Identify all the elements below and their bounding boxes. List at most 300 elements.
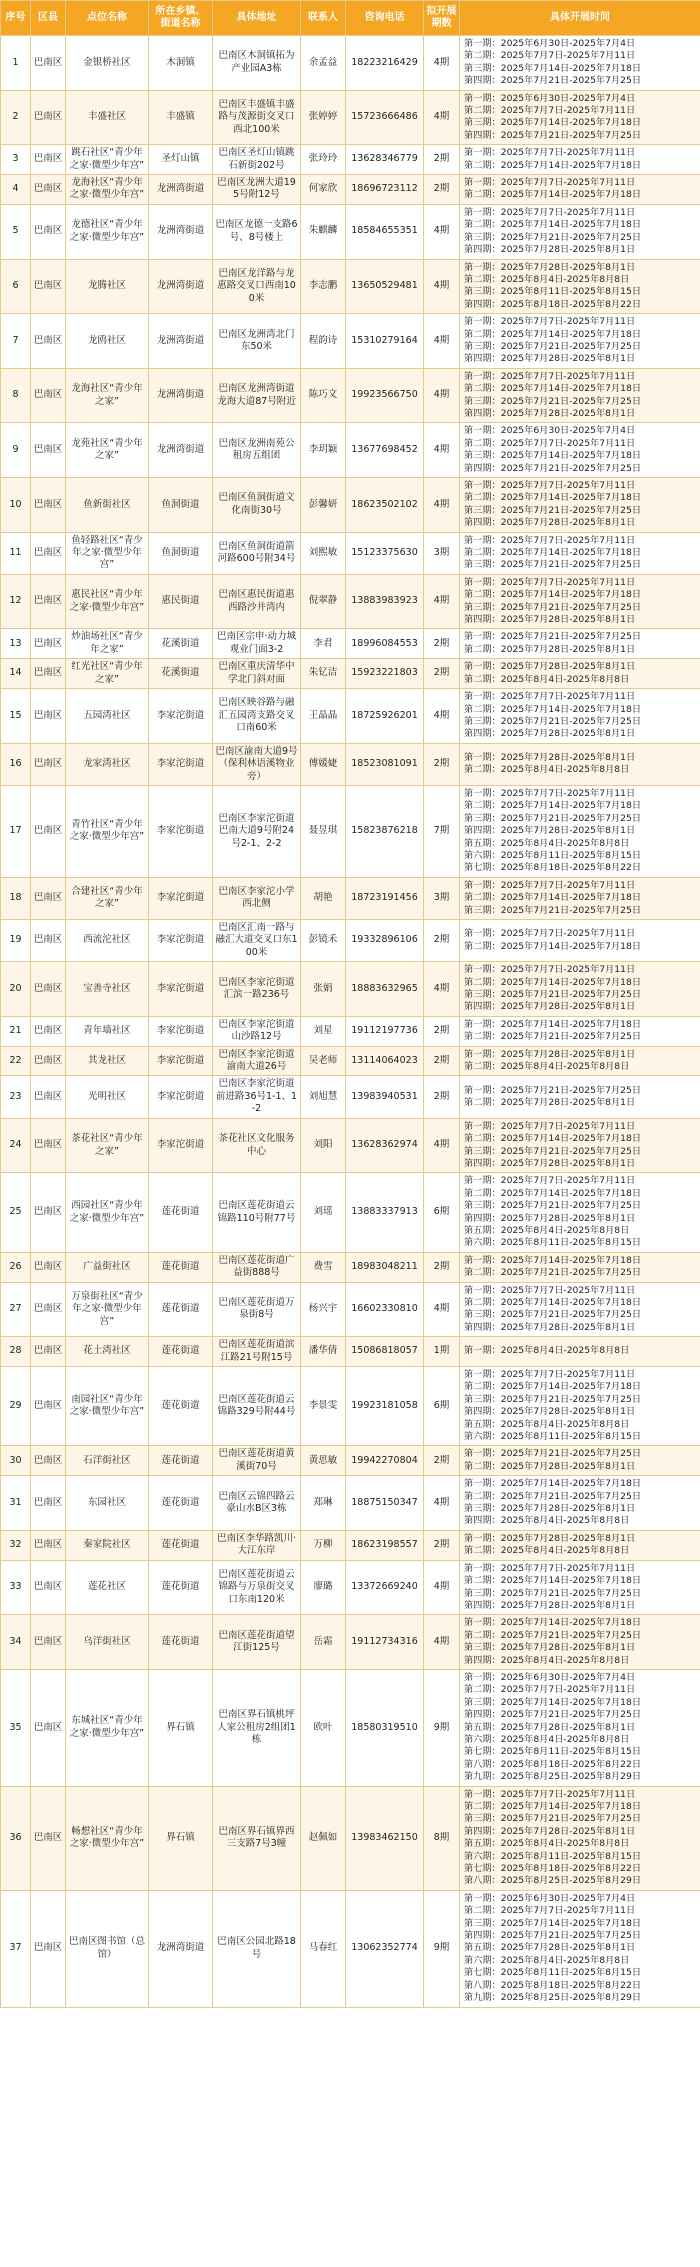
cell-contact: 刘星 bbox=[301, 1016, 346, 1046]
cell-town: 李家沱街道 bbox=[149, 785, 213, 877]
cell-periods: 1期 bbox=[424, 1337, 460, 1367]
cell-phone: 18623198557 bbox=[346, 1530, 424, 1560]
cell-town: 莲花街道 bbox=[149, 1337, 213, 1367]
cell-address: 巴南区鱼洞街道文化南街30号 bbox=[213, 478, 301, 533]
schedule-line: 第三期：2025年7月28日-2025年8月1日 bbox=[464, 1503, 636, 1515]
cell-contact: 李景雯 bbox=[301, 1367, 346, 1446]
schedule-line: 第二期：2025年7月7日-2025年7月11日 bbox=[464, 105, 636, 117]
cell-periods: 4期 bbox=[424, 574, 460, 629]
cell-address: 巴南区李家沱街道山沙路12号 bbox=[213, 1016, 301, 1046]
cell-schedule bbox=[460, 1446, 700, 1476]
cell-name: 龙海社区“青少年之家·微型少年宫” bbox=[66, 175, 149, 205]
cell-contact: 倪翠静 bbox=[301, 574, 346, 629]
cell-contact: 岳霜 bbox=[301, 1615, 346, 1670]
schedule-line: 第三期：2025年7月28日-2025年8月1日 bbox=[464, 1642, 636, 1654]
schedule-line: 第三期：2025年7月21日-2025年7月25日 bbox=[464, 715, 642, 727]
schedule-line: 第七期：2025年8月11日-2025年8月15日 bbox=[464, 1746, 642, 1758]
schedule-line: 第三期：2025年7月21日-2025年7月25日 bbox=[464, 504, 642, 516]
cell-address: 巴南区龙德一支路6号、8号楼上 bbox=[213, 204, 301, 259]
header-phone: 咨询电话 bbox=[346, 1, 424, 36]
cell-town: 鱼洞街道 bbox=[149, 532, 213, 574]
cell-phone: 15923221803 bbox=[346, 659, 424, 689]
schedule-line: 第二期：2025年8月4日-2025年8月8日 bbox=[464, 764, 630, 776]
cell-phone: 18584655351 bbox=[346, 204, 424, 259]
schedule-line: 第四期：2025年7月28日-2025年8月1日 bbox=[464, 244, 636, 256]
table-row bbox=[1, 1890, 700, 2007]
cell-district: 巴南区 bbox=[31, 175, 66, 205]
cell-contact: 刘旭慧 bbox=[301, 1076, 346, 1118]
table-row bbox=[1, 1337, 700, 1367]
cell-contact: 张婷婷 bbox=[301, 90, 346, 145]
cell-district: 巴南区 bbox=[31, 743, 66, 785]
schedule-line: 第四期：2025年7月28日-2025年8月1日 bbox=[464, 614, 636, 626]
cell-schedule bbox=[460, 877, 700, 919]
schedule-line: 第二期：2025年7月14日-2025年7月18日 bbox=[464, 383, 642, 395]
cell-schedule bbox=[460, 1282, 700, 1337]
cell-district: 巴南区 bbox=[31, 629, 66, 659]
cell-town: 丰盛镇 bbox=[149, 90, 213, 145]
table-body bbox=[1, 36, 700, 2008]
cell-name: 广益街社区 bbox=[66, 1252, 149, 1282]
cell-phone: 15723666486 bbox=[346, 90, 424, 145]
cell-name: 东园社区 bbox=[66, 1476, 149, 1531]
schedule-line: 第六期：2025年8月11日-2025年8月15日 bbox=[464, 1237, 642, 1249]
cell-contact: 朱麒麟 bbox=[301, 204, 346, 259]
cell-name: 鱼轻路社区“青少年之家·微型少年宫” bbox=[66, 532, 149, 574]
schedule-line: 第二期：2025年7月14日-2025年7月18日 bbox=[464, 219, 642, 231]
cell-schedule bbox=[460, 689, 700, 744]
cell-no: 5 bbox=[1, 204, 31, 259]
schedule-line: 第三期：2025年7月21日-2025年7月25日 bbox=[464, 904, 642, 916]
cell-name: 乌洋街社区 bbox=[66, 1615, 149, 1670]
cell-schedule bbox=[460, 1669, 700, 1786]
cell-periods: 4期 bbox=[424, 90, 460, 145]
schedule-line: 第四期：2025年7月28日-2025年8月1日 bbox=[464, 1157, 636, 1169]
cell-periods: 2期 bbox=[424, 1530, 460, 1560]
cell-schedule bbox=[460, 175, 700, 205]
schedule-line: 第一期：2025年7月28日-2025年8月1日 bbox=[464, 751, 636, 763]
schedule-line: 第一期：2025年7月21日-2025年7月25日 bbox=[464, 1448, 642, 1460]
schedule-line: 第二期：2025年7月14日-2025年7月18日 bbox=[464, 189, 642, 201]
schedule-line: 第三期：2025年7月14日-2025年7月18日 bbox=[464, 450, 642, 462]
cell-district: 巴南区 bbox=[31, 1890, 66, 2007]
cell-district: 巴南区 bbox=[31, 259, 66, 314]
cell-district: 巴南区 bbox=[31, 1615, 66, 1670]
cell-address: 巴南区莲花街道黄溪街70号 bbox=[213, 1446, 301, 1476]
schedule-line: 第三期：2025年7月21日-2025年7月25日 bbox=[464, 989, 642, 1001]
cell-address: 巴南区公园北路18号 bbox=[213, 1890, 301, 2007]
schedule-line: 第七期：2025年8月11日-2025年8月15日 bbox=[464, 1967, 642, 1979]
cell-periods: 3期 bbox=[424, 877, 460, 919]
schedule-line: 第一期：2025年7月7日-2025年7月11日 bbox=[464, 1284, 636, 1296]
cell-name: 茶花社区“青少年之家” bbox=[66, 1118, 149, 1173]
schedule-line: 第四期：2025年7月21日-2025年7月25日 bbox=[464, 462, 642, 474]
schedule-line: 第八期：2025年8月18日-2025年8月22日 bbox=[464, 1758, 642, 1770]
cell-phone: 13628362974 bbox=[346, 1118, 424, 1173]
cell-phone: 18983048211 bbox=[346, 1252, 424, 1282]
schedule-line: 第六期：2025年8月4日-2025年8月8日 bbox=[464, 1954, 630, 1966]
cell-no: 20 bbox=[1, 962, 31, 1017]
schedule-line: 第三期：2025年7月21日-2025年7月25日 bbox=[464, 1145, 642, 1157]
cell-schedule bbox=[460, 1337, 700, 1367]
cell-town: 李家沱街道 bbox=[149, 1016, 213, 1046]
table-row bbox=[1, 659, 700, 689]
schedule-line: 第一期：2025年7月7日-2025年7月11日 bbox=[464, 370, 636, 382]
schedule-line: 第五期：2025年7月28日-2025年8月1日 bbox=[464, 1942, 636, 1954]
cell-name: 秦家院社区 bbox=[66, 1530, 149, 1560]
schedule-line: 第一期：2025年7月7日-2025年7月11日 bbox=[464, 316, 636, 328]
header-periods: 拟开展期数 bbox=[424, 1, 460, 36]
cell-contact: 张玲玲 bbox=[301, 145, 346, 175]
schedule-line: 第二期：2025年7月21日-2025年7月25日 bbox=[464, 1490, 642, 1502]
schedule-line: 第四期：2025年7月28日-2025年8月1日 bbox=[464, 728, 636, 740]
schedule-line: 第六期：2025年8月4日-2025年8月8日 bbox=[464, 1733, 630, 1745]
cell-periods: 4期 bbox=[424, 259, 460, 314]
cell-contact: 胡艳 bbox=[301, 877, 346, 919]
cell-town: 李家沱街道 bbox=[149, 877, 213, 919]
schedule-line: 第九期：2025年8月25日-2025年8月29日 bbox=[464, 1992, 642, 2004]
schedule-line: 第一期：2025年7月7日-2025年7月11日 bbox=[464, 576, 636, 588]
cell-district: 巴南区 bbox=[31, 478, 66, 533]
schedule-line: 第二期：2025年7月14日-2025年7月18日 bbox=[464, 976, 642, 988]
schedule-line: 第二期：2025年7月14日-2025年7月18日 bbox=[464, 940, 642, 952]
schedule-line: 第一期：2025年7月28日-2025年8月1日 bbox=[464, 1532, 636, 1544]
cell-no: 14 bbox=[1, 659, 31, 689]
cell-address: 巴南区李家沱街道汇滨一路236号 bbox=[213, 962, 301, 1017]
schedule-line: 第四期：2025年7月28日-2025年8月1日 bbox=[464, 1406, 636, 1418]
table-row bbox=[1, 204, 700, 259]
schedule-line: 第六期：2025年8月11日-2025年8月15日 bbox=[464, 1850, 642, 1862]
cell-phone: 19942270804 bbox=[346, 1446, 424, 1476]
cell-district: 巴南区 bbox=[31, 785, 66, 877]
cell-district: 巴南区 bbox=[31, 1118, 66, 1173]
schedule-line: 第二期：2025年7月14日-2025年7月18日 bbox=[464, 1575, 642, 1587]
cell-periods: 2期 bbox=[424, 629, 460, 659]
cell-no: 15 bbox=[1, 689, 31, 744]
cell-schedule bbox=[460, 1016, 700, 1046]
cell-no: 25 bbox=[1, 1173, 31, 1252]
schedule-line: 第四期：2025年7月28日-2025年8月1日 bbox=[464, 1321, 636, 1333]
schedule-line: 第三期：2025年7月14日-2025年7月18日 bbox=[464, 117, 642, 129]
schedule-line: 第一期：2025年7月21日-2025年7月25日 bbox=[464, 1084, 642, 1096]
table-row bbox=[1, 1786, 700, 1890]
cell-town: 惠民街道 bbox=[149, 574, 213, 629]
schedule-line: 第一期：2025年7月14日-2025年7月18日 bbox=[464, 1478, 642, 1490]
cell-name: 惠民社区“青少年之家·微型少年宫” bbox=[66, 574, 149, 629]
cell-periods: 9期 bbox=[424, 1669, 460, 1786]
cell-schedule bbox=[460, 1252, 700, 1282]
schedule-line: 第四期：2025年8月4日-2025年8月8日 bbox=[464, 1515, 630, 1527]
cell-phone: 18725926201 bbox=[346, 689, 424, 744]
schedule-line: 第四期：2025年7月28日-2025年8月1日 bbox=[464, 1001, 636, 1013]
cell-schedule bbox=[460, 1173, 700, 1252]
cell-town: 鱼洞街道 bbox=[149, 478, 213, 533]
cell-phone: 13062352774 bbox=[346, 1890, 424, 2007]
schedule-line: 第二期：2025年7月21日-2025年7月25日 bbox=[464, 1031, 642, 1043]
cell-district: 巴南区 bbox=[31, 1046, 66, 1076]
cell-phone: 13883337913 bbox=[346, 1173, 424, 1252]
schedule-line: 第二期：2025年7月7日-2025年7月11日 bbox=[464, 50, 636, 62]
schedule-line: 第四期：2025年7月28日-2025年8月1日 bbox=[464, 1825, 636, 1837]
cell-phone: 13983462150 bbox=[346, 1786, 424, 1890]
cell-contact: 张娟 bbox=[301, 962, 346, 1017]
cell-schedule bbox=[460, 532, 700, 574]
cell-name: 东城社区“青少年之家·微型少年宫” bbox=[66, 1669, 149, 1786]
schedule-line: 第一期：2025年7月7日-2025年7月11日 bbox=[464, 928, 636, 940]
cell-contact: 余孟益 bbox=[301, 36, 346, 91]
cell-no: 12 bbox=[1, 574, 31, 629]
cell-town: 花溪街道 bbox=[149, 629, 213, 659]
cell-contact: 彭馨妍 bbox=[301, 478, 346, 533]
cell-schedule bbox=[460, 1476, 700, 1531]
cell-contact: 欧叶 bbox=[301, 1669, 346, 1786]
cell-phone: 18223216429 bbox=[346, 36, 424, 91]
cell-contact: 万柳 bbox=[301, 1530, 346, 1560]
cell-district: 巴南区 bbox=[31, 1337, 66, 1367]
schedule-line: 第一期：2025年7月7日-2025年7月11日 bbox=[464, 147, 636, 159]
cell-name: 龙腾社区 bbox=[66, 259, 149, 314]
header-no: 序号 bbox=[1, 1, 31, 36]
schedule-line: 第三期：2025年7月21日-2025年7月25日 bbox=[464, 812, 642, 824]
cell-name: 合建社区“青少年之家” bbox=[66, 877, 149, 919]
schedule-line: 第一期：2025年7月7日-2025年7月11日 bbox=[464, 879, 636, 891]
schedule-line: 第七期：2025年8月18日-2025年8月22日 bbox=[464, 862, 642, 874]
cell-district: 巴南区 bbox=[31, 204, 66, 259]
cell-address: 巴南区莲花街道滨江路21号附15号 bbox=[213, 1337, 301, 1367]
cell-town: 李家沱街道 bbox=[149, 962, 213, 1017]
cell-no: 10 bbox=[1, 478, 31, 533]
table-row bbox=[1, 175, 700, 205]
schedule-line: 第一期：2025年7月21日-2025年7月25日 bbox=[464, 631, 642, 643]
cell-periods: 2期 bbox=[424, 1076, 460, 1118]
table-row bbox=[1, 785, 700, 877]
cell-district: 巴南区 bbox=[31, 1016, 66, 1046]
schedule-line: 第一期：2025年6月30日-2025年7月4日 bbox=[464, 1671, 636, 1683]
header-row bbox=[1, 1, 700, 36]
cell-name: 南园社区“青少年之家·微型少年宫” bbox=[66, 1367, 149, 1446]
table-row bbox=[1, 1367, 700, 1446]
cell-phone: 18696723112 bbox=[346, 175, 424, 205]
table-row bbox=[1, 1016, 700, 1046]
cell-address: 巴南区李家沱街道前进路36号1-1、1-2 bbox=[213, 1076, 301, 1118]
cell-contact: 李玥颖 bbox=[301, 423, 346, 478]
cell-name: 龙海社区“青少年之家” bbox=[66, 368, 149, 423]
table-row bbox=[1, 1076, 700, 1118]
cell-phone: 13677698452 bbox=[346, 423, 424, 478]
schedule-line: 第四期：2025年8月4日-2025年8月8日 bbox=[464, 1654, 630, 1666]
cell-no: 9 bbox=[1, 423, 31, 478]
schedule-line: 第三期：2025年7月14日-2025年7月18日 bbox=[464, 1696, 642, 1708]
cell-town: 莲花街道 bbox=[149, 1476, 213, 1531]
table-row bbox=[1, 743, 700, 785]
cell-district: 巴南区 bbox=[31, 1076, 66, 1118]
schedule-line: 第二期：2025年7月14日-2025年7月18日 bbox=[464, 492, 642, 504]
schedule-line: 第一期：2025年7月28日-2025年8月1日 bbox=[464, 261, 636, 273]
cell-district: 巴南区 bbox=[31, 962, 66, 1017]
schedule-line: 第三期：2025年7月21日-2025年7月25日 bbox=[464, 395, 642, 407]
cell-periods: 2期 bbox=[424, 743, 460, 785]
schedule-line: 第四期：2025年7月21日-2025年7月25日 bbox=[464, 1930, 642, 1942]
cell-phone: 18580319510 bbox=[346, 1669, 424, 1786]
table-row bbox=[1, 1282, 700, 1337]
table-row bbox=[1, 877, 700, 919]
cell-district: 巴南区 bbox=[31, 1669, 66, 1786]
cell-phone: 16602330810 bbox=[346, 1282, 424, 1337]
cell-periods: 6期 bbox=[424, 1173, 460, 1252]
schedule-line: 第一期：2025年7月7日-2025年7月11日 bbox=[464, 1562, 636, 1574]
cell-schedule bbox=[460, 1530, 700, 1560]
cell-no: 36 bbox=[1, 1786, 31, 1890]
schedule-line: 第二期：2025年7月14日-2025年7月18日 bbox=[464, 800, 642, 812]
cell-no: 17 bbox=[1, 785, 31, 877]
table-row bbox=[1, 1046, 700, 1076]
cell-town: 李家沱街道 bbox=[149, 1118, 213, 1173]
cell-name: 西园社区“青少年之家·微型少年宫” bbox=[66, 1173, 149, 1252]
cell-periods: 2期 bbox=[424, 175, 460, 205]
schedule-line: 第八期：2025年8月18日-2025年8月22日 bbox=[464, 1979, 642, 1991]
table-row bbox=[1, 532, 700, 574]
cell-name: 万泉街社区“青少年之家·微型少年宫” bbox=[66, 1282, 149, 1337]
cell-periods: 4期 bbox=[424, 1118, 460, 1173]
cell-phone: 18875150347 bbox=[346, 1476, 424, 1531]
table-row bbox=[1, 1560, 700, 1615]
cell-phone: 18996084553 bbox=[346, 629, 424, 659]
schedule-line: 第二期：2025年7月21日-2025年7月25日 bbox=[464, 1267, 642, 1279]
cell-no: 37 bbox=[1, 1890, 31, 2007]
cell-address: 巴南区宗申·动力城观业门面3-2 bbox=[213, 629, 301, 659]
cell-no: 26 bbox=[1, 1252, 31, 1282]
schedule-line: 第四期：2025年7月28日-2025年8月1日 bbox=[464, 1599, 636, 1611]
table-row bbox=[1, 1669, 700, 1786]
cell-no: 27 bbox=[1, 1282, 31, 1337]
header-district: 区县 bbox=[31, 1, 66, 36]
table-row bbox=[1, 1476, 700, 1531]
schedule-line: 第二期：2025年8月4日-2025年8月8日 bbox=[464, 273, 630, 285]
cell-phone: 13628346779 bbox=[346, 145, 424, 175]
cell-no: 21 bbox=[1, 1016, 31, 1046]
schedule-line: 第三期：2025年8月11日-2025年8月15日 bbox=[464, 286, 642, 298]
schedule-line: 第四期：2025年7月28日-2025年8月1日 bbox=[464, 1212, 636, 1224]
cell-schedule bbox=[460, 368, 700, 423]
cell-address: 巴南区鱼洞街道箭河路600号附34号 bbox=[213, 532, 301, 574]
cell-address: 巴南区龙洲大道195号附12号 bbox=[213, 175, 301, 205]
table-row bbox=[1, 962, 700, 1017]
cell-address: 巴南区界石镇界西三支路7号3幢 bbox=[213, 1786, 301, 1890]
schedule-line: 第一期：2025年7月7日-2025年7月11日 bbox=[464, 1120, 636, 1132]
schedule-line: 第五期：2025年8月4日-2025年8月8日 bbox=[464, 1418, 630, 1430]
cell-phone: 19923566750 bbox=[346, 368, 424, 423]
schedule-line: 第四期：2025年7月28日-2025年8月1日 bbox=[464, 353, 636, 365]
cell-town: 龙洲湾街道 bbox=[149, 175, 213, 205]
table-row bbox=[1, 574, 700, 629]
schedule-line: 第三期：2025年7月21日-2025年7月25日 bbox=[464, 231, 642, 243]
cell-name: 石洋街社区 bbox=[66, 1446, 149, 1476]
cell-periods: 2期 bbox=[424, 1016, 460, 1046]
cell-no: 16 bbox=[1, 743, 31, 785]
schedule-line: 第五期：2025年7月28日-2025年8月1日 bbox=[464, 1721, 636, 1733]
schedule-line: 第二期：2025年7月14日-2025年7月18日 bbox=[464, 159, 642, 171]
cell-name: 龙苑社区“青少年之家” bbox=[66, 423, 149, 478]
cell-contact: 彭镜禾 bbox=[301, 920, 346, 962]
cell-periods: 4期 bbox=[424, 962, 460, 1017]
cell-district: 巴南区 bbox=[31, 368, 66, 423]
cell-no: 34 bbox=[1, 1615, 31, 1670]
cell-no: 29 bbox=[1, 1367, 31, 1446]
schedule-line: 第一期：2025年7月14日-2025年7月18日 bbox=[464, 1254, 642, 1266]
cell-phone: 18523081091 bbox=[346, 743, 424, 785]
cell-periods: 2期 bbox=[424, 1046, 460, 1076]
cell-district: 巴南区 bbox=[31, 1476, 66, 1531]
cell-district: 巴南区 bbox=[31, 574, 66, 629]
cell-contact: 刘瑶 bbox=[301, 1173, 346, 1252]
cell-periods: 2期 bbox=[424, 1446, 460, 1476]
cell-contact: 陈巧文 bbox=[301, 368, 346, 423]
cell-phone: 15823876218 bbox=[346, 785, 424, 877]
schedule-line: 第一期：2025年7月7日-2025年7月11日 bbox=[464, 206, 636, 218]
cell-phone: 13983940531 bbox=[346, 1076, 424, 1118]
schedule-line: 第一期：2025年6月30日-2025年7月4日 bbox=[464, 38, 636, 49]
header-town: 所在乡镇、街道名称 bbox=[149, 1, 213, 36]
cell-no: 18 bbox=[1, 877, 31, 919]
cell-schedule bbox=[460, 204, 700, 259]
cell-no: 35 bbox=[1, 1669, 31, 1786]
cell-address: 巴南区龙洲南苑公租房五组团 bbox=[213, 423, 301, 478]
cell-name: 光明社区 bbox=[66, 1076, 149, 1118]
cell-no: 32 bbox=[1, 1530, 31, 1560]
cell-contact: 黄思敏 bbox=[301, 1446, 346, 1476]
schedule-line: 第一期：2025年7月7日-2025年7月11日 bbox=[464, 1788, 636, 1800]
cell-district: 巴南区 bbox=[31, 920, 66, 962]
schedule-line: 第二期：2025年7月21日-2025年7月25日 bbox=[464, 1629, 642, 1641]
table-row bbox=[1, 1615, 700, 1670]
schedule-line: 第一期：2025年7月28日-2025年8月1日 bbox=[464, 1048, 636, 1060]
cell-town: 李家沱街道 bbox=[149, 743, 213, 785]
cell-address: 巴南区龙洋路与龙惠路交叉口西南100米 bbox=[213, 259, 301, 314]
schedule-line: 第九期：2025年8月25日-2025年8月29日 bbox=[464, 1771, 642, 1783]
cell-name: 金银桥社区 bbox=[66, 36, 149, 91]
cell-name: 跳石社区“青少年之家·微型少年宫” bbox=[66, 145, 149, 175]
cell-contact: 廖璐 bbox=[301, 1560, 346, 1615]
cell-schedule bbox=[460, 743, 700, 785]
cell-periods: 4期 bbox=[424, 1615, 460, 1670]
cell-town: 龙洲湾街道 bbox=[149, 423, 213, 478]
cell-district: 巴南区 bbox=[31, 90, 66, 145]
cell-address: 巴南区丰盛镇丰盛路与茂源街交叉口西北100米 bbox=[213, 90, 301, 145]
cell-district: 巴南区 bbox=[31, 1786, 66, 1890]
table-row bbox=[1, 1173, 700, 1252]
cell-town: 李家沱街道 bbox=[149, 1076, 213, 1118]
cell-town: 界石镇 bbox=[149, 1669, 213, 1786]
cell-contact: 刘阳 bbox=[301, 1118, 346, 1173]
schedule-line: 第三期：2025年7月21日-2025年7月25日 bbox=[464, 1309, 642, 1321]
cell-schedule bbox=[460, 962, 700, 1017]
schedule-line: 第四期：2025年7月21日-2025年7月25日 bbox=[464, 1709, 642, 1721]
cell-schedule bbox=[460, 259, 700, 314]
cell-schedule bbox=[460, 90, 700, 145]
cell-phone: 18723191456 bbox=[346, 877, 424, 919]
schedule-line: 第三期：2025年7月21日-2025年7月25日 bbox=[464, 559, 642, 571]
cell-no: 2 bbox=[1, 90, 31, 145]
schedule-line: 第三期：2025年7月21日-2025年7月25日 bbox=[464, 340, 642, 352]
cell-phone: 13372669240 bbox=[346, 1560, 424, 1615]
cell-periods: 4期 bbox=[424, 689, 460, 744]
schedule-line: 第三期：2025年7月14日-2025年7月18日 bbox=[464, 1917, 642, 1929]
cell-town: 龙洲湾街道 bbox=[149, 368, 213, 423]
cell-name: 畅想社区“青少年之家·微型少年宫” bbox=[66, 1786, 149, 1890]
cell-name: 莲花社区 bbox=[66, 1560, 149, 1615]
schedule-line: 第四期：2025年7月28日-2025年8月1日 bbox=[464, 517, 636, 529]
schedule-line: 第六期：2025年8月11日-2025年8月15日 bbox=[464, 849, 642, 861]
